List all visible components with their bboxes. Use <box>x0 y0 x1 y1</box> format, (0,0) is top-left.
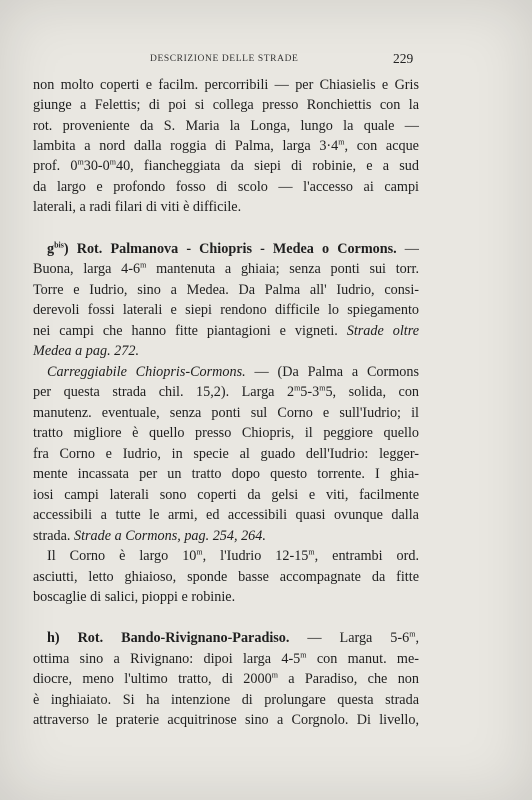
text-line: tratto migliore è quello presso Chiopris, il peggiore quello <box>33 425 419 441</box>
text-line: non molto coperti e facilm. percorribili — per Chiasielis e Gris <box>33 77 419 93</box>
text-line: laterali, a radi filari di viti è difficile. <box>33 199 242 215</box>
text-line: mente incassata per un tratto dopo questo torrente. I ghia- <box>33 466 419 482</box>
text-line: da largo e profondo fosso di scolo — l'accesso ai campi <box>33 179 419 195</box>
text-line: per questa strada chil. 15,2). Larga 2$^m$5-3$^m$5, solida, con <box>33 383 420 400</box>
text-line: derevoli fossi laterali e siepi rendono difficile lo spiegamento <box>33 302 419 318</box>
text-line: Carreggiabile Chiopris-Cormons. — (Da Palma a Cormons <box>47 364 419 380</box>
page-header <box>0 52 532 70</box>
text-line: rot. proveniente da S. Maria la Longa, lungo la quale — <box>33 118 419 134</box>
section-heading: h) Rot. Bando-Rivignano-Paradiso. — Larga 5-6$^m$, <box>47 629 419 646</box>
text-line: strada. Strade a Cormons, pag. 254, 264. <box>33 528 266 544</box>
text-line: manutenz. eventuale, senza ponti sul Corno e sull'Iudrio; il <box>33 405 419 421</box>
text-line: lambita a nord dalla roggia di Palma, larga $3\cdot 4^m$, con acque <box>33 137 419 154</box>
text-line: nei campi che hanno fitte piantagioni e vigneti. Strade oltre <box>33 323 419 339</box>
running-head: DESCRIZIONE DELLE STRADE <box>150 54 299 64</box>
text-line: Buona, larga 4-6$^m$ mantenuta a ghiaia; senza ponti sui torr. <box>33 260 419 277</box>
text-line: accessibili a tutte le armi, ed accessibili quasi ovunque dalla <box>33 507 419 523</box>
text-line: attraverso le praterie acquitrinose sino a Corgnolo. Di livello, <box>33 712 419 728</box>
text-line: diocre, meno l'ultimo tratto, di 2000$^m$ a Paradiso, che non <box>33 670 419 687</box>
text-line: iosi campi laterali sono coperti da gelsi e viti, facilmente <box>33 487 419 503</box>
text-line: ottima sino a Rivignano: dipoi larga 4-5$^m$ con manut. me- <box>33 650 419 667</box>
text-line: è inghiaiato. Si ha intenzione di prolungare questa strada <box>33 692 419 708</box>
text-line: Il Corno è largo 10$^m$, l'Iudrio 12-15$^m$, entrambi ord. <box>47 547 419 564</box>
text-line: Torre e Iudrio, sino a Medea. Da Palma all' Iudrio, consi- <box>33 282 419 298</box>
text-line: giunge a Felettis; di poi si collega presso Ronchiettis con la <box>33 97 419 113</box>
text-line: asciutti, letto ghiaioso, sponde basse accompagnate da fitte <box>33 569 419 585</box>
text-line: prof. 0$^m$30-0$^m$40, fiancheggiata da siepi di robinie, e a sud <box>33 157 419 174</box>
page-number: 229 <box>393 51 414 66</box>
text-line: boscaglie di salici, pioppi e robinie. <box>33 589 236 605</box>
section-heading: $g^{bis}$) Rot. Palmanova - Chiopris - Medea o Cormons. — <box>47 240 419 257</box>
text-line: Medea a pag. 272. <box>33 343 139 359</box>
text-line: fra Corno e Iudrio, in specie al guado dell'Iudrio: legger- <box>33 446 419 462</box>
